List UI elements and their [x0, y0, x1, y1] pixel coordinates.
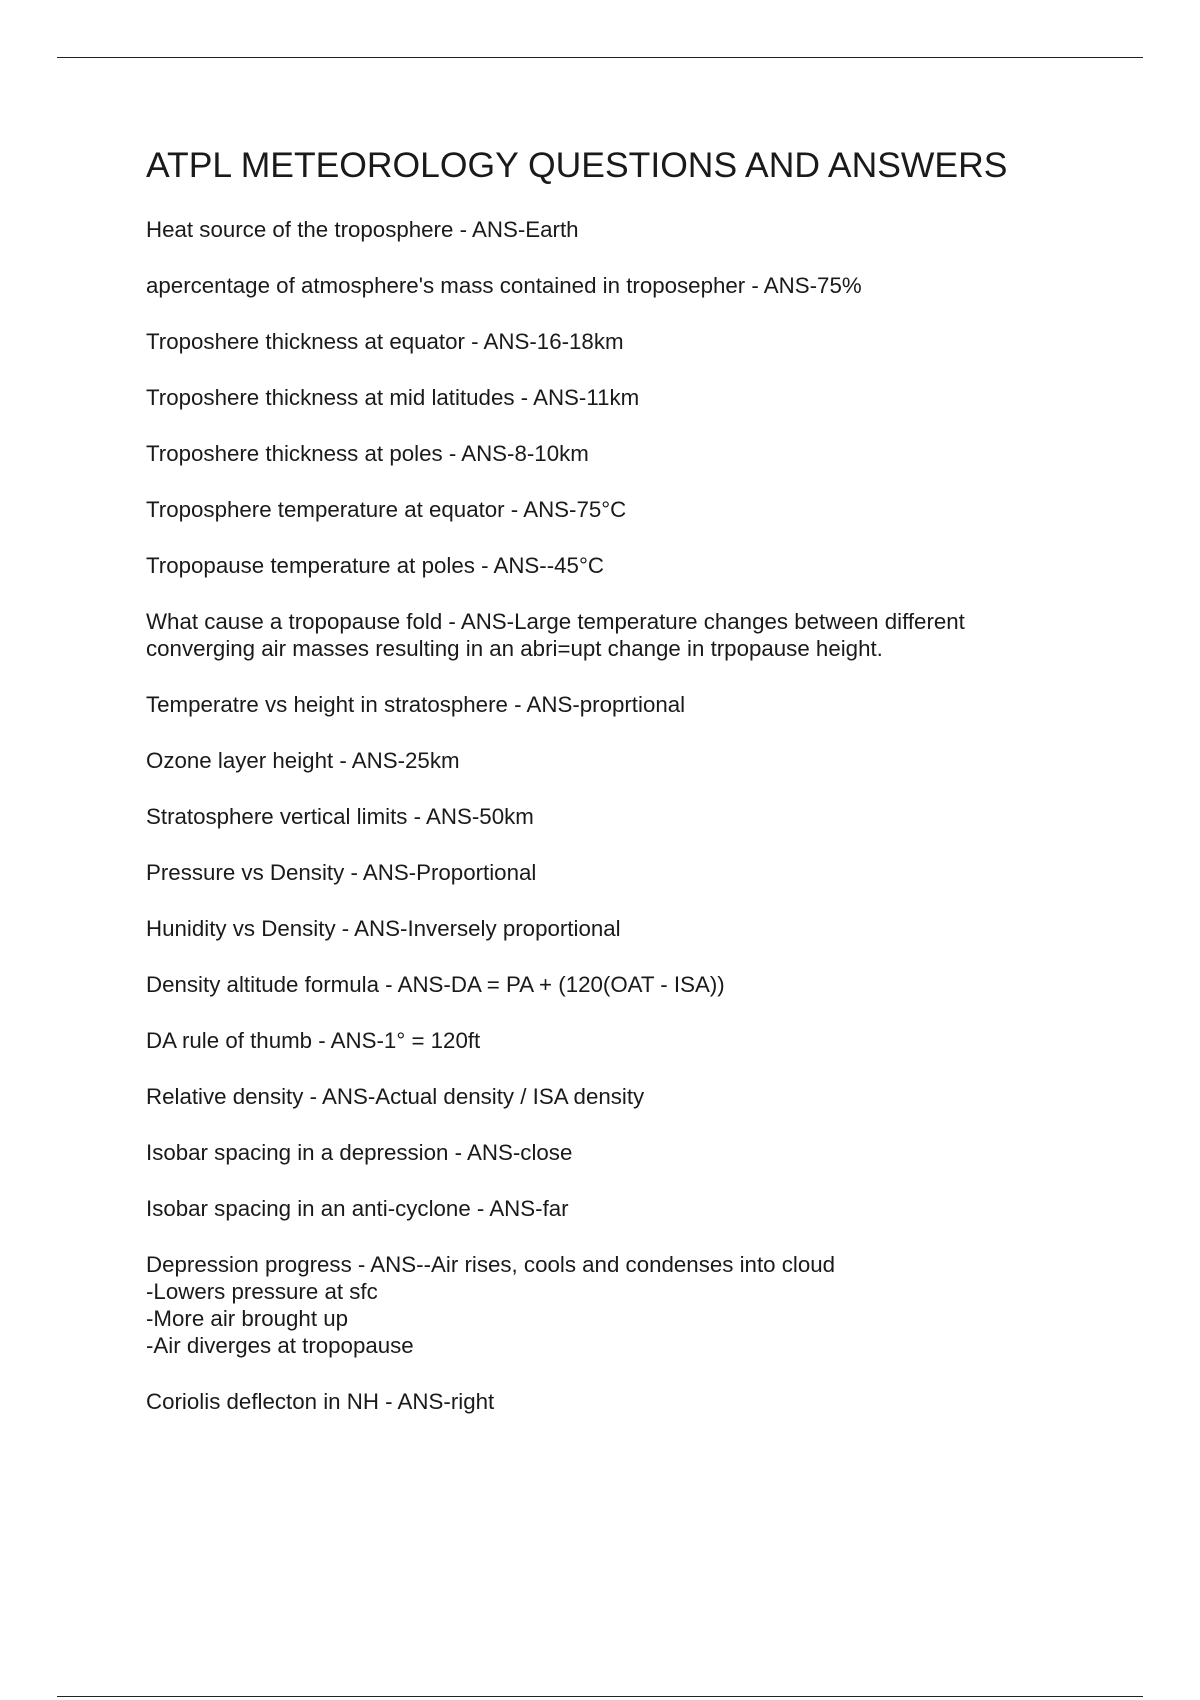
qa-item: Density altitude formula - ANS-DA = PA + (120(OAT - ISA)): [146, 972, 725, 997]
qa-item: DA rule of thumb - ANS-1° = 120ft: [146, 1028, 481, 1053]
qa-item: apercentage of atmosphere's mass contained in troposepher - ANS-75%: [146, 273, 862, 298]
qa-item: Troposhere thickness at equator - ANS-16-18km: [146, 329, 624, 354]
top-divider: [57, 57, 1143, 58]
qa-list: [146, 216, 1066, 1415]
qa-item: Depression progress - ANS--Air rises, cools and condenses into cloud -Lowers pressure at sfc -More air brought up -Air diverges at tropopause: [146, 1252, 836, 1358]
page-title: ATPL METEOROLOGY QUESTIONS AND ANSWERS: [146, 145, 1008, 185]
qa-item: Pressure vs Density - ANS-Proportional: [146, 860, 537, 885]
qa-item: Isobar spacing in an anti-cyclone - ANS-far: [146, 1196, 569, 1221]
qa-item: Ozone layer height - ANS-25km: [146, 748, 460, 773]
qa-item: Coriolis deflecton in NH - ANS-right: [146, 1389, 495, 1414]
qa-item: Troposhere thickness at mid latitudes - ANS-11km: [146, 385, 640, 410]
qa-item: Stratosphere vertical limits - ANS-50km: [146, 804, 534, 829]
qa-item: Isobar spacing in a depression - ANS-close: [146, 1140, 573, 1165]
qa-item: Troposphere temperature at equator - ANS-75°C: [146, 497, 627, 522]
qa-item: Temperatre vs height in stratosphere - ANS-proprtional: [146, 692, 686, 717]
qa-item: What cause a tropopause fold - ANS-Large temperature changes between different converging air masses resulting in an abri=upt change in trpopause height.: [146, 609, 965, 661]
qa-item: Relative density - ANS-Actual density / ISA density: [146, 1084, 645, 1109]
qa-item: Heat source of the troposphere - ANS-Earth: [146, 217, 579, 242]
document-body: [146, 143, 1066, 1444]
bottom-divider: [57, 1696, 1143, 1697]
qa-item: Tropopause temperature at poles - ANS--45°C: [146, 553, 604, 578]
qa-item: Hunidity vs Density - ANS-Inversely proportional: [146, 916, 621, 941]
qa-item: Troposhere thickness at poles - ANS-8-10km: [146, 441, 589, 466]
